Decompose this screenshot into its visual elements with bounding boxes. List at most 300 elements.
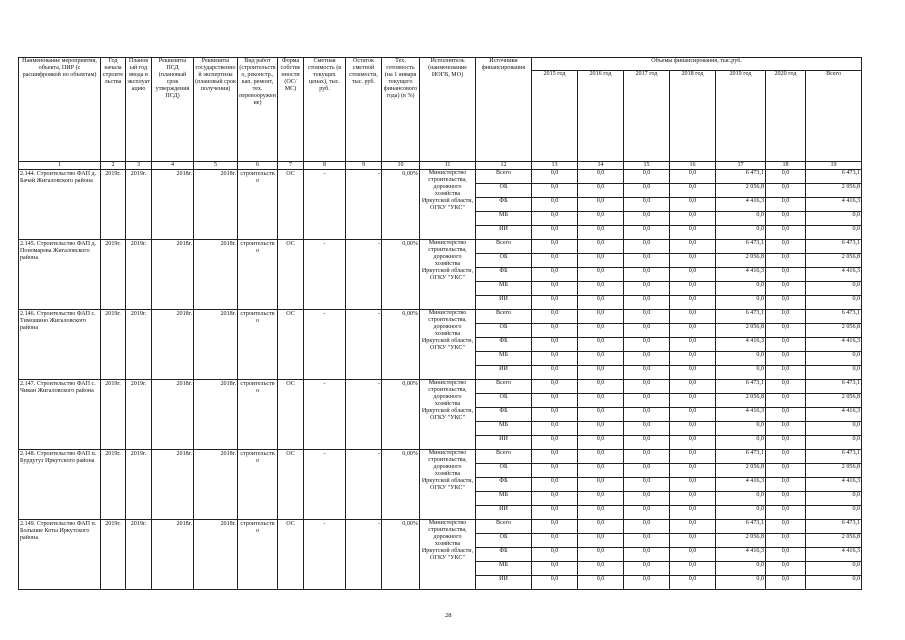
funding-value: 0,0	[532, 240, 578, 254]
total-header: Всего	[806, 71, 862, 162]
funding-value: 0,0	[532, 268, 578, 282]
psd-date: 2018г.	[152, 520, 194, 590]
funding-value: 0,0	[532, 310, 578, 324]
funding-value: 0,0	[766, 198, 806, 212]
funding-value: 0,0	[716, 422, 766, 436]
funding-value: 0,0	[766, 534, 806, 548]
funding-value: 0,0	[624, 324, 670, 338]
funding-source: ФБ	[476, 338, 532, 352]
remaining-cost: -	[346, 380, 382, 450]
funding-value: 0,0	[624, 436, 670, 450]
funding-value: 0,0	[806, 296, 862, 310]
commission-year: 2019г.	[126, 170, 152, 240]
funding-value: 0,0	[670, 450, 716, 464]
header-row-top	[19, 58, 862, 71]
funding-value: 0,0	[578, 184, 624, 198]
funding-source: ОБ	[476, 254, 532, 268]
psd-date: 2018г.	[152, 450, 194, 520]
funding-value: 0,0	[766, 520, 806, 534]
expertise-date: 2018г.	[194, 240, 238, 310]
col-header: Тех. готовность (на 1 января текущего финансового года) (в %)	[382, 58, 420, 162]
funding-value: 2 056,8	[806, 324, 862, 338]
funding-value: 0,0	[624, 394, 670, 408]
funding-value: 6 473,1	[806, 520, 862, 534]
executor: Министерство строительства, дорожного хозяйства Иркутской области, ОГКУ "УКС"	[420, 520, 476, 590]
estimated-cost: -	[304, 520, 346, 590]
estimated-cost: -	[304, 240, 346, 310]
funding-value: 0,0	[670, 520, 716, 534]
funding-value: 6 473,1	[806, 310, 862, 324]
funding-value: 0,0	[766, 268, 806, 282]
readiness: 0,00%	[382, 170, 420, 240]
funding-value: 0,0	[806, 352, 862, 366]
column-number: 11	[420, 162, 476, 170]
funding-value: 0,0	[578, 534, 624, 548]
funding-value: 0,0	[532, 184, 578, 198]
table-row	[19, 240, 862, 254]
funding-source: ИИ	[476, 296, 532, 310]
work-type: строительство	[238, 170, 278, 240]
work-type: строительство	[238, 310, 278, 380]
funding-value: 0,0	[578, 394, 624, 408]
funding-value: 0,0	[578, 464, 624, 478]
funding-source: Всего	[476, 380, 532, 394]
entry-name: 2.144. Строительство ФАП д. Бачай Жигаловского района	[19, 170, 101, 240]
column-number: 19	[806, 162, 862, 170]
funding-value: 4 416,3	[716, 478, 766, 492]
funding-value: 0,0	[624, 478, 670, 492]
funding-value: 0,0	[766, 506, 806, 520]
funding-source: ИИ	[476, 576, 532, 590]
funding-value: 0,0	[716, 226, 766, 240]
funding-value: 0,0	[670, 254, 716, 268]
year-header: 2019 год	[716, 71, 766, 162]
commission-year: 2019г.	[126, 520, 152, 590]
funding-value: 0,0	[578, 576, 624, 590]
funding-value: 2 056,8	[716, 324, 766, 338]
funding-value: 6 473,1	[806, 240, 862, 254]
funding-value: 0,0	[532, 408, 578, 422]
funding-value: 0,0	[766, 478, 806, 492]
funding-value: 4 416,3	[806, 548, 862, 562]
funding-value: 0,0	[532, 198, 578, 212]
funding-value: 0,0	[766, 170, 806, 184]
funding-value: 0,0	[624, 548, 670, 562]
funding-value: 0,0	[624, 492, 670, 506]
column-number: 4	[152, 162, 194, 170]
funding-value: 0,0	[578, 254, 624, 268]
funding-source: МБ	[476, 282, 532, 296]
funding-value: 0,0	[624, 534, 670, 548]
executor: Министерство строительства, дорожного хозяйства Иркутской области, ОГКУ "УКС"	[420, 450, 476, 520]
start-year: 2019г.	[101, 240, 126, 310]
column-number: 7	[278, 162, 304, 170]
funding-source: ОБ	[476, 464, 532, 478]
funding-value: 0,0	[624, 184, 670, 198]
funding-value: 0,0	[766, 394, 806, 408]
funding-value: 0,0	[716, 576, 766, 590]
executor: Министерство строительства, дорожного хозяйства Иркутской области, ОГКУ "УКС"	[420, 380, 476, 450]
psd-date: 2018г.	[152, 310, 194, 380]
entry-name: 2.145. Строительство ФАП д. Пономарева Жигаловского района	[19, 240, 101, 310]
funding-value: 0,0	[806, 436, 862, 450]
table-row	[19, 170, 862, 184]
funding-value: 4 416,3	[806, 268, 862, 282]
funding-value: 2 056,8	[716, 464, 766, 478]
table-row	[19, 380, 862, 394]
work-type: строительство	[238, 520, 278, 590]
funding-value: 0,0	[806, 492, 862, 506]
funding-source: Всего	[476, 310, 532, 324]
funding-value: 0,0	[624, 366, 670, 380]
funding-value: 0,0	[806, 562, 862, 576]
column-number: 17	[716, 162, 766, 170]
funding-value: 0,0	[624, 450, 670, 464]
col-header: Плановый год ввода в эксплуатацию	[126, 58, 152, 162]
start-year: 2019г.	[101, 520, 126, 590]
entry-name: 2.147. Строительство ФАП с. Чикан Жигаловского района	[19, 380, 101, 450]
funding-value: 0,0	[624, 170, 670, 184]
funding-value: 0,0	[670, 310, 716, 324]
year-header: 2016 год	[578, 71, 624, 162]
funding-value: 0,0	[532, 506, 578, 520]
funding-value: 0,0	[806, 212, 862, 226]
ownership: ОС	[278, 240, 304, 310]
funding-value: 0,0	[532, 212, 578, 226]
col-header: Вид работ (строительство, реконстр., кап. ремонт, тех. перевооружение)	[238, 58, 278, 162]
funding-source: Всего	[476, 240, 532, 254]
funding-value: 0,0	[624, 576, 670, 590]
funding-value: 0,0	[670, 226, 716, 240]
psd-date: 2018г.	[152, 240, 194, 310]
funding-value: 4 416,3	[716, 198, 766, 212]
funding-value: 0,0	[578, 170, 624, 184]
funding-value: 0,0	[578, 324, 624, 338]
funding-value: 0,0	[578, 422, 624, 436]
funding-value: 0,0	[578, 520, 624, 534]
funding-value: 0,0	[766, 464, 806, 478]
column-number: 16	[670, 162, 716, 170]
funding-value: 0,0	[532, 296, 578, 310]
executor: Министерство строительства, дорожного хозяйства Иркутской области, ОГКУ "УКС"	[420, 310, 476, 380]
commission-year: 2019г.	[126, 310, 152, 380]
funding-value: 0,0	[624, 310, 670, 324]
col-header: Сметная стоимость (в текущих ценах), тыс. руб.	[304, 58, 346, 162]
funding-source: МБ	[476, 212, 532, 226]
psd-date: 2018г.	[152, 380, 194, 450]
funding-source: ОБ	[476, 534, 532, 548]
executor: Министерство строительства, дорожного хозяйства Иркутской области, ОГКУ "УКС"	[420, 170, 476, 240]
funding-value: 0,0	[670, 534, 716, 548]
column-number: 8	[304, 162, 346, 170]
funding-value: 0,0	[578, 282, 624, 296]
funding-value: 0,0	[716, 506, 766, 520]
ownership: ОС	[278, 380, 304, 450]
funding-value: 4 416,3	[806, 338, 862, 352]
funding-value: 2 056,8	[716, 184, 766, 198]
funding-value: 0,0	[716, 562, 766, 576]
start-year: 2019г.	[101, 380, 126, 450]
expertise-date: 2018г.	[194, 450, 238, 520]
funding-value: 0,0	[532, 254, 578, 268]
funding-value: 0,0	[670, 408, 716, 422]
funding-value: 0,0	[670, 352, 716, 366]
col-header: Реквизиты ПСД (плановый срок утверждения ПСД)	[152, 58, 194, 162]
funding-value: 0,0	[766, 282, 806, 296]
funding-value: 0,0	[624, 408, 670, 422]
funding-value: 0,0	[766, 212, 806, 226]
work-type: строительство	[238, 240, 278, 310]
funding-value: 0,0	[532, 226, 578, 240]
funding-value: 2 056,8	[716, 254, 766, 268]
year-header: 2015 год	[532, 71, 578, 162]
funding-value: 0,0	[532, 338, 578, 352]
column-number: 1	[19, 162, 101, 170]
col-header: Год начала строительства	[101, 58, 126, 162]
funding-value: 0,0	[532, 534, 578, 548]
funding-value: 0,0	[578, 352, 624, 366]
commission-year: 2019г.	[126, 450, 152, 520]
funding-value: 0,0	[624, 240, 670, 254]
funding-value: 2 056,8	[806, 394, 862, 408]
funding-value: 0,0	[670, 562, 716, 576]
funding-value: 2 056,8	[806, 464, 862, 478]
funding-source: ОБ	[476, 184, 532, 198]
psd-date: 2018г.	[152, 170, 194, 240]
funding-value: 0,0	[624, 296, 670, 310]
column-number: 9	[346, 162, 382, 170]
expertise-date: 2018г.	[194, 520, 238, 590]
expertise-date: 2018г.	[194, 310, 238, 380]
funding-value: 0,0	[670, 268, 716, 282]
remaining-cost: -	[346, 450, 382, 520]
funding-value: 6 473,1	[716, 380, 766, 394]
funding-value: 0,0	[806, 422, 862, 436]
funding-value: 4 416,3	[806, 198, 862, 212]
funding-value: 6 473,1	[716, 310, 766, 324]
funding-value: 0,0	[532, 548, 578, 562]
funding-source: МБ	[476, 422, 532, 436]
funding-value: 2 056,8	[806, 254, 862, 268]
funding-value: 0,0	[624, 212, 670, 226]
funding-value: 0,0	[806, 226, 862, 240]
expertise-date: 2018г.	[194, 170, 238, 240]
commission-year: 2019г.	[126, 240, 152, 310]
funding-value: 4 416,3	[806, 478, 862, 492]
funding-value: 0,0	[716, 436, 766, 450]
funding-value: 0,0	[670, 366, 716, 380]
funding-value: 6 473,1	[716, 240, 766, 254]
funding-value: 0,0	[766, 254, 806, 268]
funding-value: 0,0	[670, 464, 716, 478]
funding-value: 0,0	[766, 338, 806, 352]
funding-value: 0,0	[532, 366, 578, 380]
funding-value: 0,0	[578, 338, 624, 352]
funding-value: 0,0	[670, 184, 716, 198]
funding-value: 0,0	[624, 464, 670, 478]
year-header: 2017 год	[624, 71, 670, 162]
funding-value: 6 473,1	[806, 170, 862, 184]
remaining-cost: -	[346, 240, 382, 310]
funding-value: 0,0	[578, 562, 624, 576]
funding-source: Всего	[476, 520, 532, 534]
funding-value: 0,0	[766, 352, 806, 366]
funding-value: 0,0	[716, 352, 766, 366]
funding-value: 0,0	[624, 282, 670, 296]
funding-value: 0,0	[670, 170, 716, 184]
remaining-cost: -	[346, 520, 382, 590]
funding-value: 0,0	[578, 506, 624, 520]
funding-value: 0,0	[578, 478, 624, 492]
funding-value: 0,0	[766, 296, 806, 310]
funding-value: 0,0	[578, 212, 624, 226]
estimated-cost: -	[304, 310, 346, 380]
col-header: Реквизиты государственной экспертизы (плановый срок получения)	[194, 58, 238, 162]
funding-value: 0,0	[624, 520, 670, 534]
funding-value: 0,0	[766, 492, 806, 506]
funding-value: 0,0	[670, 436, 716, 450]
column-number: 6	[238, 162, 278, 170]
funding-value: 0,0	[670, 212, 716, 226]
column-number: 5	[194, 162, 238, 170]
funding-value: 0,0	[806, 366, 862, 380]
table-row	[19, 310, 862, 324]
funding-value: 0,0	[532, 576, 578, 590]
funding-source: МБ	[476, 492, 532, 506]
funding-value: 0,0	[670, 478, 716, 492]
funding-value: 0,0	[806, 506, 862, 520]
funding-value: 0,0	[532, 492, 578, 506]
column-number: 18	[766, 162, 806, 170]
estimated-cost: -	[304, 170, 346, 240]
ownership: ОС	[278, 520, 304, 590]
commission-year: 2019г.	[126, 380, 152, 450]
funding-source: Всего	[476, 170, 532, 184]
funding-value: 0,0	[670, 240, 716, 254]
funding-value: 0,0	[670, 548, 716, 562]
funding-value: 0,0	[578, 268, 624, 282]
funding-value: 0,0	[766, 240, 806, 254]
funding-value: 0,0	[716, 282, 766, 296]
funding-source: ОБ	[476, 394, 532, 408]
funding-value: 0,0	[578, 240, 624, 254]
funding-value: 0,0	[670, 576, 716, 590]
column-number: 12	[476, 162, 532, 170]
funding-value: 0,0	[624, 226, 670, 240]
year-header: 2020 год	[766, 71, 806, 162]
funding-source: ФБ	[476, 198, 532, 212]
work-type: строительство	[238, 450, 278, 520]
funding-value: 4 416,3	[716, 408, 766, 422]
funding-value: 0,0	[766, 450, 806, 464]
entry-name: 2.149. Строительство ФАП п. Большие Коты Иркутского района	[19, 520, 101, 590]
funding-value: 0,0	[624, 562, 670, 576]
funding-value: 0,0	[766, 548, 806, 562]
funding-value: 2 056,8	[716, 534, 766, 548]
funding-value: 0,0	[624, 338, 670, 352]
funding-value: 0,0	[716, 212, 766, 226]
work-type: строительство	[238, 380, 278, 450]
funding-value: 0,0	[578, 310, 624, 324]
funding-source: Всего	[476, 450, 532, 464]
funding-source: ФБ	[476, 478, 532, 492]
estimated-cost: -	[304, 380, 346, 450]
funding-value: 0,0	[670, 296, 716, 310]
remaining-cost: -	[346, 310, 382, 380]
column-number: 2	[101, 162, 126, 170]
funding-value: 6 473,1	[806, 380, 862, 394]
start-year: 2019г.	[101, 170, 126, 240]
funding-value: 0,0	[670, 394, 716, 408]
funding-value: 0,0	[624, 254, 670, 268]
funding-value: 4 416,3	[716, 548, 766, 562]
funding-value: 2 056,8	[806, 184, 862, 198]
funding-value: 4 416,3	[806, 408, 862, 422]
funding-source: ФБ	[476, 408, 532, 422]
funding-value: 0,0	[766, 380, 806, 394]
start-year: 2019г.	[101, 310, 126, 380]
funding-value: 0,0	[766, 324, 806, 338]
funding-value: 0,0	[532, 436, 578, 450]
col-header: Источники финансирования	[476, 58, 532, 162]
funding-source: ФБ	[476, 268, 532, 282]
financing-table	[18, 57, 862, 590]
funding-value: 0,0	[532, 380, 578, 394]
funding-value: 0,0	[532, 352, 578, 366]
readiness: 0,00%	[382, 240, 420, 310]
start-year: 2019г.	[101, 450, 126, 520]
funding-value: 0,0	[766, 226, 806, 240]
funding-value: 0,0	[532, 478, 578, 492]
funding-value: 0,0	[532, 282, 578, 296]
funding-value: 2 056,8	[716, 394, 766, 408]
funding-value: 0,0	[578, 296, 624, 310]
funding-value: 0,0	[532, 394, 578, 408]
funding-value: 0,0	[578, 492, 624, 506]
funding-value: 0,0	[532, 324, 578, 338]
readiness: 0,00%	[382, 520, 420, 590]
column-number: 10	[382, 162, 420, 170]
funding-value: 0,0	[578, 380, 624, 394]
col-header: Форма собственности (ОС/МС)	[278, 58, 304, 162]
funding-value: 6 473,1	[716, 520, 766, 534]
funding-value: 0,0	[532, 422, 578, 436]
funding-value: 0,0	[578, 436, 624, 450]
remaining-cost: -	[346, 170, 382, 240]
funding-value: 0,0	[806, 282, 862, 296]
funding-value: 0,0	[532, 520, 578, 534]
funding-value: 2 056,8	[806, 534, 862, 548]
funding-volume-header: Объемы финансирования, тыс.руб.	[532, 58, 862, 71]
funding-value: 0,0	[766, 310, 806, 324]
funding-value: 0,0	[532, 170, 578, 184]
funding-source: ИИ	[476, 436, 532, 450]
funding-value: 0,0	[766, 366, 806, 380]
funding-value: 0,0	[766, 436, 806, 450]
funding-value: 0,0	[766, 422, 806, 436]
funding-value: 0,0	[716, 366, 766, 380]
ownership: ОС	[278, 310, 304, 380]
page-number: 28	[445, 612, 452, 619]
funding-value: 6 473,1	[806, 450, 862, 464]
funding-value: 0,0	[624, 268, 670, 282]
funding-value: 0,0	[532, 450, 578, 464]
entry-name: 2.148. Строительство ФАП п. Бурдугуз Иркутского района	[19, 450, 101, 520]
funding-value: 0,0	[578, 408, 624, 422]
col-header: Исполнитель (наименование ИОГВ, МО)	[420, 58, 476, 162]
ownership: ОС	[278, 450, 304, 520]
funding-value: 0,0	[716, 492, 766, 506]
